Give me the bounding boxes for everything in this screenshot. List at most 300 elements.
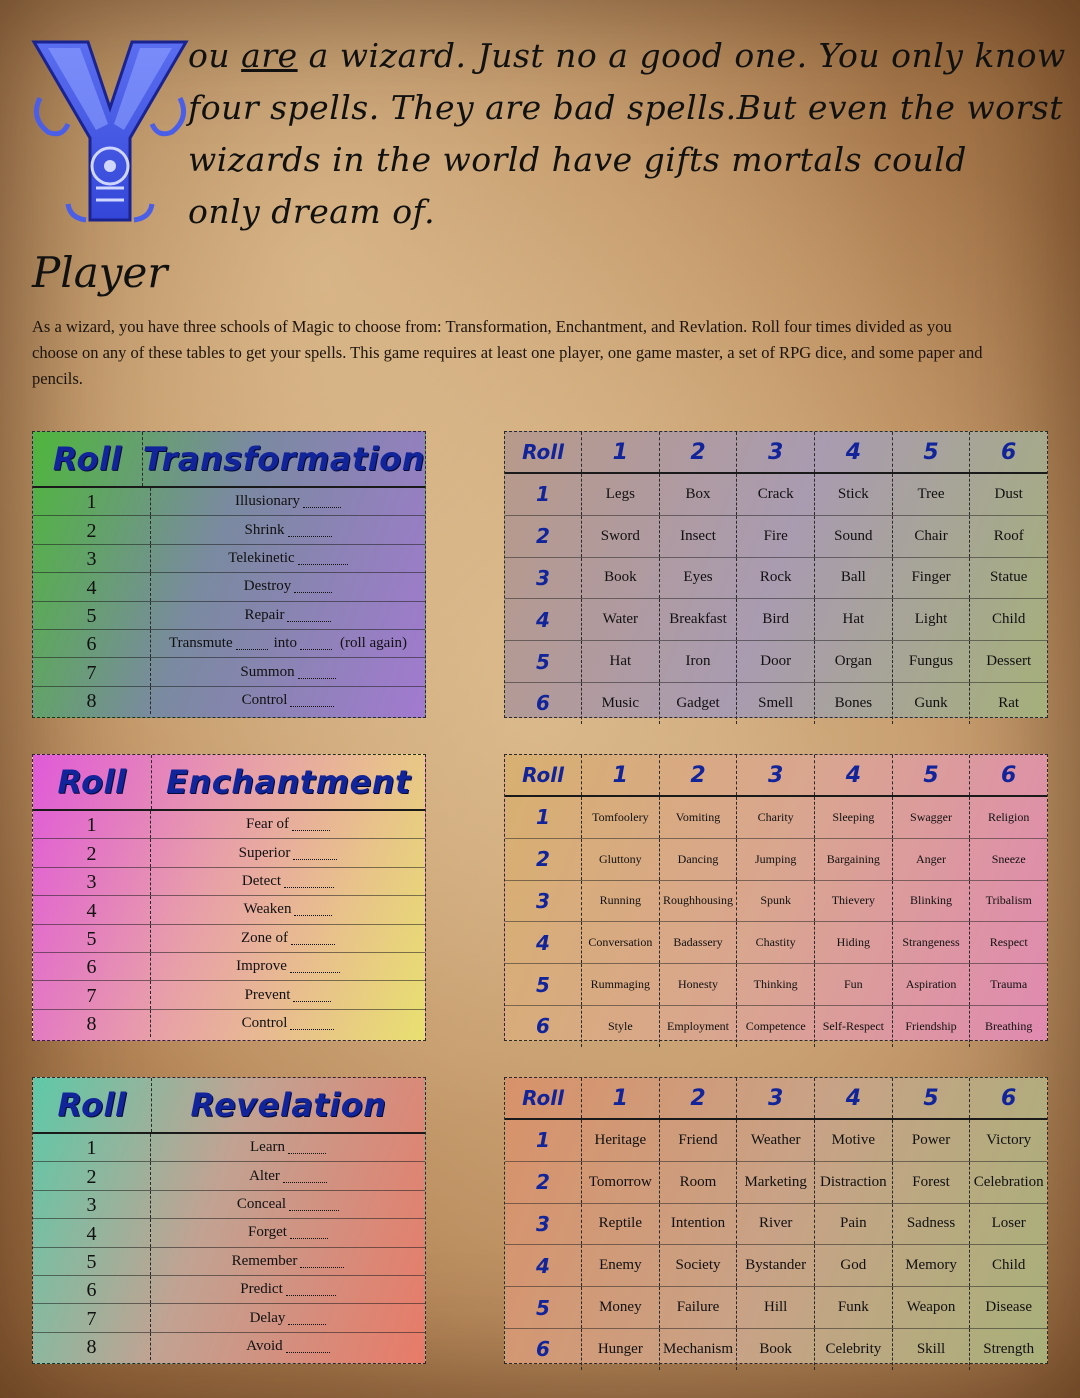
spell-name: Control (241, 1014, 288, 1031)
grid-word-cell: Sword (582, 516, 660, 557)
spell-name: Superior (238, 844, 291, 861)
table-row (33, 630, 425, 658)
grid-word-cell: Loser (991, 1215, 1026, 1232)
roll-number: 7 (33, 1304, 151, 1331)
table-row (33, 573, 425, 601)
transformation-table (32, 431, 426, 718)
grid-word-cell: Employment (660, 1006, 738, 1047)
blank-line (293, 847, 337, 860)
blank-line (288, 524, 332, 537)
grid-row (505, 1245, 1047, 1287)
table-header (33, 755, 425, 811)
roll-number: 1 (33, 488, 151, 515)
grid-column-header (970, 1078, 1047, 1118)
grid-word-cell: Marketing (737, 1162, 815, 1203)
column-number: 6 (1001, 439, 1017, 465)
table-row (33, 1248, 425, 1276)
grid-word-cell: Eyes (660, 558, 738, 599)
grid-row (505, 599, 1047, 641)
grid-header-row (505, 432, 1047, 474)
roll-number: 2 (33, 516, 151, 543)
grid-row-header-cell (505, 1329, 582, 1370)
intro-line-3: wizards in the world have gifts mortals could (188, 140, 967, 179)
grid-row-header-cell (505, 641, 582, 682)
spell-name: Illusionary (235, 493, 300, 510)
table-row (33, 839, 425, 867)
grid-row-header-cell (505, 683, 582, 724)
spell-name: Telekinetic (228, 549, 295, 566)
grid-word-cell: Dancing (660, 839, 738, 880)
grid-word-cell: Skill (893, 1329, 971, 1370)
table-title: Revelation (190, 1086, 387, 1124)
grid-word-cell: Friend (660, 1120, 738, 1161)
grid-word-cell: Sound (815, 516, 893, 557)
blank-line (300, 1255, 344, 1268)
grid-word-cell: Smell (737, 683, 815, 724)
intro-paragraph (188, 30, 1066, 238)
enchantment-word-grid (504, 754, 1048, 1041)
spell-cell (151, 488, 425, 515)
row-number: 1 (536, 482, 550, 507)
grid-word-cell: Dust (994, 485, 1023, 502)
roll-number: 7 (33, 981, 151, 1008)
grid-word-cell: Trauma (990, 977, 1028, 992)
title-header-cell (152, 755, 425, 809)
grid-word-cell: Strength (983, 1340, 1035, 1357)
grid-word-cell: Honesty (660, 964, 738, 1005)
table-row (33, 868, 425, 896)
grid-word-cell: Memory (893, 1245, 971, 1286)
spell-cell (151, 1010, 425, 1037)
grid-word-cell: Thinking (737, 964, 815, 1005)
column-number: 4 (845, 439, 861, 465)
grid-column-header (582, 432, 660, 472)
table-row (33, 1276, 425, 1304)
spell-cell (151, 839, 425, 866)
grid-row-header-cell (505, 558, 582, 599)
spell-cell (151, 1134, 425, 1161)
grid-word-cell: Bystander (737, 1245, 815, 1286)
grid-word-cell: Gluttony (582, 839, 660, 880)
spell-name: Shrink (244, 521, 285, 538)
table-row (33, 1191, 425, 1219)
grid-word-cell: Dessert (986, 653, 1032, 670)
table-row (33, 1219, 425, 1247)
blank-line (298, 552, 348, 565)
roll-header-cell (33, 755, 152, 809)
grid-column-header (737, 755, 815, 795)
spell-name: Alter (249, 1167, 280, 1184)
grid-row-header-cell (505, 1006, 582, 1047)
table-row (33, 953, 425, 981)
table-title: Enchantment (166, 763, 411, 801)
grid-row-header-cell (505, 797, 582, 838)
revelation-table (32, 1077, 426, 1364)
spell-name: Learn (250, 1139, 285, 1156)
table-row (33, 1333, 425, 1360)
spell-cell (151, 516, 425, 543)
roll-header-cell (33, 1078, 152, 1132)
row-number: 6 (536, 1337, 550, 1362)
grid-word-cell: Fungus (893, 641, 971, 682)
spell-name: Summon (240, 663, 295, 680)
column-number: 2 (690, 1085, 706, 1111)
grid-word-cell: River (737, 1204, 815, 1245)
grid-row-header-cell (505, 881, 582, 922)
spell-name: Avoid (246, 1337, 283, 1354)
grid-word-cell: Book (737, 1329, 815, 1370)
grid-column-header (737, 432, 815, 472)
roll-number: 1 (33, 811, 151, 838)
title-header-cell (143, 432, 425, 486)
blank-line (303, 495, 341, 508)
spell-name: Delay (249, 1309, 286, 1326)
grid-word-cell: Religion (988, 809, 1030, 824)
grid-word-cell: Failure (660, 1287, 738, 1328)
grid-row-header-cell (505, 839, 582, 880)
roll-number: 5 (33, 925, 151, 952)
blank-line (294, 903, 332, 916)
row-number: 6 (536, 1014, 550, 1039)
grid-row-header-cell (505, 1287, 582, 1328)
grid-word-cell: Child (992, 1257, 1026, 1274)
roll-number: 6 (33, 630, 151, 657)
grid-roll-header-cell (505, 432, 582, 472)
grid-word-cell: Hunger (582, 1329, 660, 1370)
grid-word-cell: Reptile (582, 1204, 660, 1245)
title-header-cell (152, 1078, 425, 1132)
table-row (33, 602, 425, 630)
spell-cell (151, 953, 425, 980)
blank-line (286, 1283, 336, 1296)
grid-word-cell: Sadness (893, 1204, 971, 1245)
grid-word-cell: Breathing (985, 1018, 1033, 1033)
enchantment-table (32, 754, 426, 1041)
grid-word-cell: Legs (582, 474, 660, 515)
grid-word-cell: Spunk (737, 881, 815, 922)
spell-name: Improve (236, 958, 287, 975)
grid-word-cell: Vomiting (660, 797, 738, 838)
spell-name: Transmute (168, 635, 233, 652)
grid-row-header-cell (505, 474, 582, 515)
column-number: 6 (1001, 762, 1017, 788)
grid-row (505, 797, 1047, 839)
grid-word-cell: Disease (985, 1299, 1033, 1316)
grid-word-cell: Roof (993, 527, 1024, 544)
grid-word-cell: Hat (815, 599, 893, 640)
row-number: 2 (536, 847, 550, 872)
grid-word-cell: Gunk (893, 683, 971, 724)
grid-word-cell: Ball (815, 558, 893, 599)
grid-word-cell: Money (582, 1287, 660, 1328)
blank-line (236, 637, 268, 650)
grid-word-cell: Chastity (737, 922, 815, 963)
blank-line (292, 818, 330, 831)
column-number: 1 (612, 439, 628, 465)
blank-line (290, 1226, 328, 1239)
grid-word-cell: Celebrity (815, 1329, 893, 1370)
spell-cell (151, 896, 425, 923)
grid-word-cell: Hiding (815, 922, 893, 963)
roll-number: 2 (33, 1162, 151, 1189)
grid-header-row (505, 1078, 1047, 1120)
grid-word-cell: Tree (893, 474, 971, 515)
row-number: 5 (536, 649, 550, 674)
grid-column-header (815, 755, 893, 795)
row-number: 4 (536, 607, 550, 632)
roll-number: 8 (33, 687, 151, 714)
grid-word-cell: Iron (660, 641, 738, 682)
spell-name: Destroy (243, 578, 292, 595)
spell-cell (151, 1219, 425, 1246)
spell-cell (151, 545, 425, 572)
grid-word-cell: Roughhousing (660, 881, 738, 922)
grid-word-cell: Breakfast (660, 599, 738, 640)
grid-header-row (505, 755, 1047, 797)
grid-word-cell: Finger (893, 558, 971, 599)
spell-name: Prevent (244, 986, 291, 1003)
grid-word-cell: Organ (815, 641, 893, 682)
grid-roll-header-cell (505, 1078, 582, 1118)
roll-number: 7 (33, 658, 151, 685)
grid-column-header (815, 432, 893, 472)
roll-number: 8 (33, 1010, 151, 1037)
column-number: 5 (923, 1085, 939, 1111)
spell-name: Detect (241, 872, 282, 889)
row-number: 5 (536, 1295, 550, 1320)
grid-word-cell: Bird (737, 599, 815, 640)
column-number: 6 (1001, 1085, 1017, 1111)
grid-word-cell: Heritage (582, 1120, 660, 1161)
table-row (33, 925, 425, 953)
roll-number: 4 (33, 573, 151, 600)
roll-number: 6 (33, 953, 151, 980)
grid-word-cell: Motive (815, 1120, 893, 1161)
grid-column-header (815, 1078, 893, 1118)
column-number: 1 (612, 762, 628, 788)
spell-name: Control (241, 691, 288, 708)
spell-name: Fear of (246, 816, 289, 833)
grid-column-header (893, 432, 971, 472)
column-number: 5 (923, 439, 939, 465)
blank-line (293, 989, 331, 1002)
revelation-word-grid (504, 1077, 1048, 1364)
grid-word-cell: Statue (989, 569, 1028, 586)
roll-number: 4 (33, 1219, 151, 1246)
table-row (33, 687, 425, 714)
table-title: Transformation (142, 440, 425, 478)
spell-name: Predict (240, 1281, 283, 1298)
grid-row-header-cell (505, 516, 582, 557)
grid-row-header-cell (505, 1245, 582, 1286)
grid-column-header (660, 1078, 738, 1118)
intro-line-2: four spells. They are bad spells.But even the worst (188, 88, 1063, 127)
table-row (33, 1134, 425, 1162)
roll-number: 5 (33, 602, 151, 629)
grid-word-cell: Rummaging (582, 964, 660, 1005)
grid-column-header (893, 755, 971, 795)
spell-cell (151, 925, 425, 952)
player-heading: Player (32, 248, 168, 297)
grid-word-cell: Respect (989, 935, 1028, 950)
grid-word-cell: Hill (737, 1287, 815, 1328)
grid-word-cell: Pain (815, 1204, 893, 1245)
row-number: 1 (536, 805, 550, 830)
roll-number: 3 (33, 868, 151, 895)
grid-word-cell: Swagger (893, 797, 971, 838)
spell-name: Conceal (236, 1195, 287, 1212)
spell-connector: into (273, 635, 297, 652)
column-number: 5 (923, 762, 939, 788)
roll-header-cell (33, 432, 143, 486)
row-number: 3 (536, 1211, 550, 1236)
roll-number: 6 (33, 1276, 151, 1303)
spell-name: Zone of (240, 929, 289, 946)
blank-line (288, 1312, 326, 1325)
grid-word-cell: Friendship (893, 1006, 971, 1047)
grid-word-cell: Thievery (815, 881, 893, 922)
grid-word-cell: Tomorrow (582, 1162, 660, 1203)
grid-word-cell: Power (893, 1120, 971, 1161)
grid-row (505, 922, 1047, 964)
grid-row (505, 516, 1047, 558)
grid-word-cell: Mechanism (660, 1329, 738, 1370)
spell-cell (151, 602, 425, 629)
grid-row (505, 558, 1047, 600)
roll-number: 2 (33, 839, 151, 866)
spell-cell (151, 1304, 425, 1331)
grid-row (505, 1287, 1047, 1329)
table-row (33, 811, 425, 839)
row-number: 1 (536, 1128, 550, 1153)
roll-header: Roll (57, 763, 127, 801)
grid-row-header-cell (505, 1162, 582, 1203)
grid-row (505, 1006, 1047, 1047)
roll-header: Roll (52, 440, 122, 478)
blank-line (287, 609, 331, 622)
grid-word-cell: Sneeze (991, 851, 1026, 866)
grid-word-cell: Self-Respect (815, 1006, 893, 1047)
blank-line (290, 1017, 334, 1030)
roll-header: Roll (522, 1086, 564, 1110)
grid-word-cell: Fire (737, 516, 815, 557)
blank-line (294, 580, 332, 593)
grid-row (505, 881, 1047, 923)
table-row (33, 488, 425, 516)
grid-row (505, 641, 1047, 683)
grid-word-cell: Intention (660, 1204, 738, 1245)
column-number: 2 (690, 762, 706, 788)
spell-cell (151, 868, 425, 895)
table-header (33, 432, 425, 488)
row-number: 2 (536, 1170, 550, 1195)
spell-cell (151, 630, 425, 657)
roll-header: Roll (522, 440, 564, 464)
grid-word-cell: Hat (582, 641, 660, 682)
grid-word-cell: Style (582, 1006, 660, 1047)
roll-number: 5 (33, 1248, 151, 1275)
row-number: 6 (536, 691, 550, 716)
grid-word-cell: Room (660, 1162, 738, 1203)
grid-row-header-cell (505, 599, 582, 640)
grid-word-cell: Charity (737, 797, 815, 838)
blank-line (290, 694, 334, 707)
spell-cell (151, 981, 425, 1008)
row-number: 3 (536, 888, 550, 913)
table-row (33, 545, 425, 573)
grid-word-cell: Crack (737, 474, 815, 515)
grid-word-cell: Tribalism (985, 893, 1032, 908)
grid-word-cell: Society (660, 1245, 738, 1286)
grid-column-header (970, 755, 1047, 795)
table-row (33, 896, 425, 924)
roll-number: 3 (33, 1191, 151, 1218)
spell-name: Repair (244, 606, 285, 623)
dropcap-y-illustration (30, 38, 190, 228)
grid-row-header-cell (505, 922, 582, 963)
grid-word-cell: Weapon (893, 1287, 971, 1328)
blank-line (283, 1170, 327, 1183)
blank-line (298, 666, 336, 679)
grid-column-header (737, 1078, 815, 1118)
grid-column-header (582, 755, 660, 795)
spell-cell (151, 1276, 425, 1303)
grid-column-header (893, 1078, 971, 1118)
grid-word-cell: Door (737, 641, 815, 682)
grid-word-cell: Box (660, 474, 738, 515)
transformation-word-grid (504, 431, 1048, 718)
roll-header: Roll (522, 763, 564, 787)
table-row (33, 516, 425, 544)
spell-cell (151, 687, 425, 714)
spell-cell (151, 1333, 425, 1360)
spell-cell (151, 1248, 425, 1275)
blank-line (300, 637, 332, 650)
blank-line (284, 875, 334, 888)
roll-number: 1 (33, 1134, 151, 1161)
grid-word-cell: Victory (986, 1131, 1032, 1148)
table-row (33, 981, 425, 1009)
grid-word-cell: Sleeping (815, 797, 893, 838)
grid-word-cell: Conversation (582, 922, 660, 963)
blank-line (289, 1198, 339, 1211)
grid-word-cell: Enemy (582, 1245, 660, 1286)
grid-word-cell: Water (582, 599, 660, 640)
grid-word-cell: Bargaining (815, 839, 893, 880)
grid-word-cell: Child (992, 611, 1026, 628)
grid-roll-header-cell (505, 755, 582, 795)
intro-line-4: only dream of. (188, 192, 436, 231)
spell-cell (151, 811, 425, 838)
spell-name: Weaken (243, 901, 292, 918)
row-number: 4 (536, 1253, 550, 1278)
grid-word-cell: God (815, 1245, 893, 1286)
grid-word-cell: Rock (737, 558, 815, 599)
table-row (33, 1162, 425, 1190)
grid-row (505, 1204, 1047, 1246)
row-number: 5 (536, 972, 550, 997)
table-header (33, 1078, 425, 1134)
grid-word-cell: Music (582, 683, 660, 724)
column-number: 3 (768, 1085, 784, 1111)
grid-word-cell: Bones (815, 683, 893, 724)
grid-column-header (970, 432, 1047, 472)
table-row (33, 1010, 425, 1037)
row-number: 2 (536, 524, 550, 549)
column-number: 4 (845, 762, 861, 788)
roll-number: 4 (33, 896, 151, 923)
grid-row-header-cell (505, 1204, 582, 1245)
